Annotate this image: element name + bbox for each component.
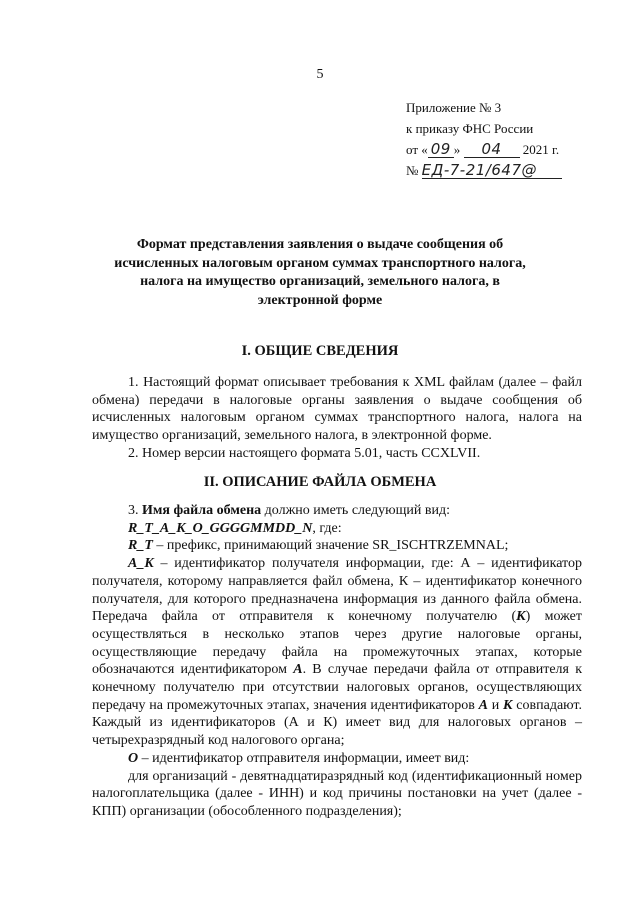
rt-text: – префикс, принимающий значение SR_ISCHTRZEMNAL;	[152, 538, 509, 554]
ak-text-3: . В случае передачи файла от отправителя к конечному получателю при отсутствии налоговых органов, осуществляющих передачу на промежуточных этапах, значения идентификаторов	[92, 662, 583, 713]
o-definition	[92, 750, 582, 768]
filename-pattern-line	[92, 520, 582, 538]
appendix-label: Приложение № 3	[406, 100, 502, 115]
section-1-heading: I. ОБЩИЕ СВЕДЕНИЯ	[241, 343, 399, 359]
paragraph-2: 2. Номер версии настоящего формата 5.01, часть CCXLVII.	[128, 445, 481, 461]
p3-rest: должно иметь следующий вид:	[261, 503, 451, 518]
appendix-date	[406, 139, 562, 160]
org-definition: для организаций - девятнадцатиразрядный код (идентификационный номер налогоплательщика (далее - ИНН) и код причины постановки на учет (далее - КПП) организации (обособленного подразделения);	[92, 768, 582, 819]
order-number-handwritten: ЕД-7-21/647@	[422, 163, 562, 179]
number-prefix: №	[406, 163, 419, 178]
o-code: O	[128, 750, 139, 766]
p3-bold: Имя файла обмена	[142, 503, 262, 518]
section-1-body	[92, 374, 582, 463]
ak-definition	[92, 555, 582, 750]
rt-code: R_T	[128, 538, 153, 554]
appendix-block	[406, 97, 562, 181]
document-title: Формат представления заявления о выдаче сообщения об исчисленных налоговым органом суммах транспортного налога, налога на имущество организаций, земельного налога, в электронной форме	[114, 237, 526, 308]
paragraph-3	[92, 502, 582, 520]
ak-k: К	[516, 609, 526, 625]
ak-text-4: совпадают. Каждый из идентификаторов (А и К) имеет вид для налоговых органов – четырехразрядный код налогового органа;	[92, 697, 582, 749]
p3-num: 3.	[128, 503, 142, 518]
paragraph-1: 1. Настоящий формат описывает требования к XML файлам (далее – файл обмена) передачи в налоговые органы заявления о выдаче сообщения об исчисленных налоговым органом суммах транспортного налога, налога на имущество организаций, земельного налога, в электронной форме.	[92, 375, 582, 444]
ak-a-2: А	[478, 697, 489, 713]
appendix-order-ref: к приказу ФНС России	[406, 121, 534, 136]
section-2-heading: II. ОПИСАНИЕ ФАЙЛА ОБМЕНА	[203, 474, 437, 490]
o-text: – идентификатор отправителя информации, имеет вид:	[138, 750, 470, 766]
ak-k-2: К	[503, 697, 513, 713]
appendix-number	[406, 160, 562, 181]
filename-pattern: R_T_A_K_O_GGGGMMDD_N	[128, 520, 313, 536]
ak-text-1: – идентификатор получателя информации, где: А – идентификатор получателя, которому направляется файл обмена, К – идентификатор конечного получателя, для которого предназначена информация из данного файла обмена. Передача файла от отправителя к конечному получателю (	[92, 556, 582, 625]
date-year: 2021 г.	[522, 142, 560, 157]
date-quote: »	[453, 142, 461, 157]
ak-text-2: ) может осуществляться в несколько этапов через другие налоговые органы, осуществляющие передачу файла на промежуточных этапах, которые обозначаются идентификатором	[92, 609, 582, 678]
section-2-body	[92, 502, 582, 821]
date-month-handwritten: 04	[464, 142, 520, 158]
ak-code: A_K	[128, 556, 154, 572]
date-prefix: от «	[406, 142, 428, 157]
page-number: 5	[316, 67, 324, 82]
date-day-handwritten: 09	[428, 142, 454, 158]
ak-a: А	[293, 662, 303, 678]
filename-suffix: , где:	[312, 520, 342, 536]
rt-definition	[92, 537, 582, 555]
ak-and: и	[488, 697, 504, 713]
